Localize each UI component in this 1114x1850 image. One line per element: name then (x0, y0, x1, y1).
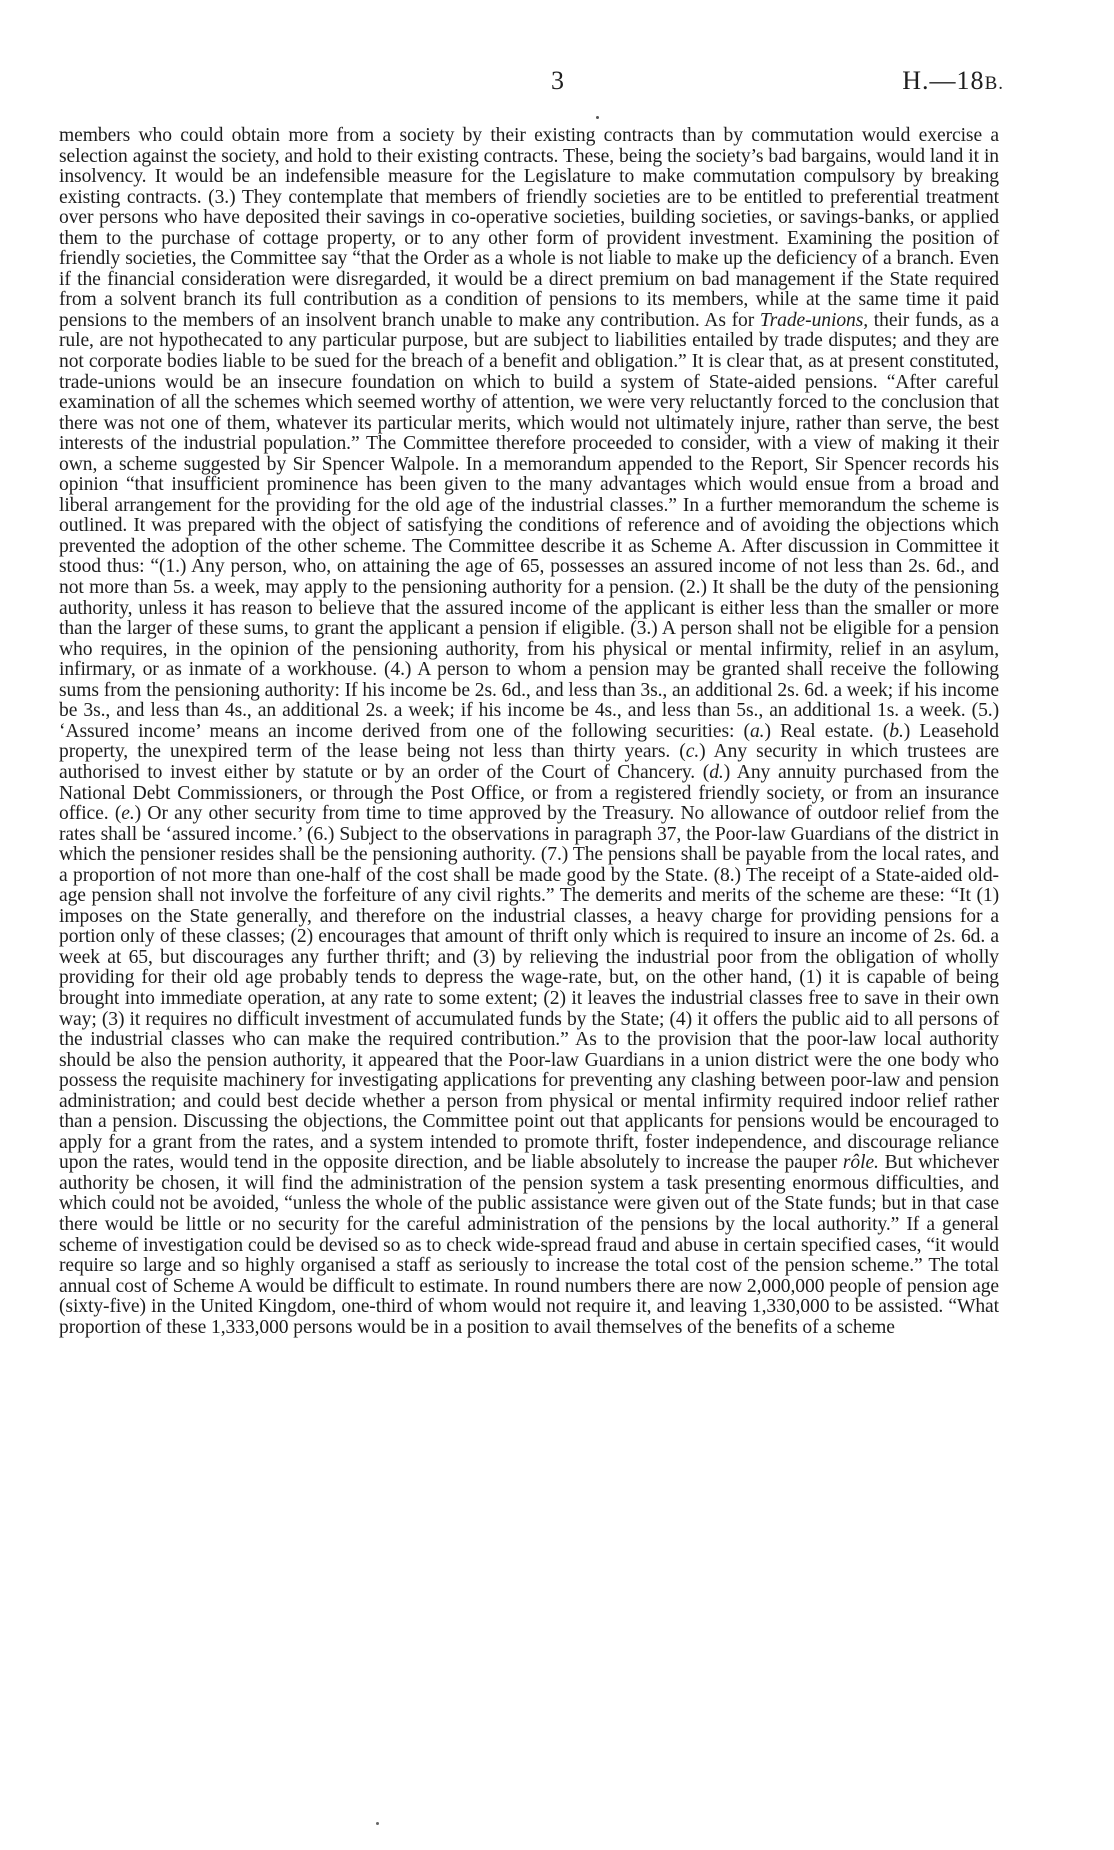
italic-term: c. (685, 741, 700, 763)
text-segment: members who could obtain more from a society by their existing contracts than by commutation would exercise a selection against the society, and hold to their existing contracts. These, being the society’s bad bargains, would land it in insolvency. It would be an indefensible measure for the Legislature to make commutation compulsory by breaking existing contracts. (3.) They contemplate that members of friendly societies are to be entitled to preferential treatment over persons who have deposited their savings in co-operative societies, building societies, or savings-banks, or applied them to the purchase of cottage property, or to any other form of provident investment. Examining the position of friendly societies, the Committee say “that the Order as a whole is not liable to make up the deficiency of a branch. Even if the financial consideration were disregarded, it would be a direct premium on bad management if the State required from a solvent branch its full contribution as a condition of pensions to its members, while at the same time it paid pensions to the members of an insolvent branch unable to make any contribution. As for (59, 125, 999, 331)
body-paragraph (59, 126, 999, 1338)
page-number: 3 (551, 66, 565, 95)
italic-term: b. (889, 720, 904, 742)
document-reference-suffix: B. (984, 73, 1004, 94)
italic-term: e. (121, 803, 135, 825)
italic-term: a. (749, 720, 765, 742)
printer-dot (596, 116, 599, 119)
italic-term: d. (709, 761, 724, 783)
document-reference (902, 66, 1004, 96)
text-segment: ) Leasehold property, the unexpired term of the lease being not less than thirty years. ( (59, 720, 1000, 763)
printer-dot (376, 1822, 379, 1825)
text-segment: ) Real estate. ( (764, 720, 890, 742)
italic-term: Trade-unions, (759, 309, 869, 331)
text-segment: ) Any annuity purchased from the National Debt Commissioners, or through the Post Office, or from a registered friendly society, or from an insurance office. ( (59, 761, 999, 825)
text-segment: ) Any security in which trustees are authorised to invest either by statute or by an order of the Court of Chancery. ( (59, 741, 999, 783)
text-segment: their funds, as a rule, are not hypothecated to any particular purpose, but are subject to liabilities entailed by trade disputes; and they are not corporate bodies liable to be sued for the breach of a benefit and obligation.” It is clear that, as at present constituted, trade-unions would be an insecure foundation on which to build a system of State-aided pensions. “After careful examination of all the schemes which seemed worthy of attention, we were very reluctantly forced to the conclusion that there was not one of them, whatever its particular merits, which would not ultimately injure, rather than serve, the best interests of the industrial population.” The Committee therefore proceeded to consider, with a view of making it their own, a scheme suggested by Sir Spencer Walpole. In a memorandum appended to the Report, Sir Spencer records his opinion “that insufficient prominence has been given to the many advantages which would ensue from a broad and liberal arrangement for the providing for the old age of the industrial classes.” In a further memorandum the scheme is outlined. It was prepared with the object of satisfying the conditions of reference and of avoiding the objections which prevented the adoption of the other scheme. The Committee describe it as Scheme A. After discussion in Committee it stood thus: “(1.) Any person, who, on attaining the age of 65, possesses an assured income of not less than 2s. 6d., and not more than 5s. a week, may apply to the pensioning authority for a pension. (2.) It shall be the duty of the pensioning authority, unless it has reason to believe that the assured income of the applicant is either less than the smaller or more than the larger of these sums, to grant the applicant a pension if eligible. (3.) A person shall not be eligible for a pension who requires, in the opinion of the pensioning authority, from his physical or mental infirmity, relief in an asylum, infirmary, or as inmate of a workhouse. (4.) A person to whom a pension may be granted shall receive the following sums from the pensioning authority: If his income be 2s. 6d., and less than 3s., an additional 2s. 6d. a week; if his income be 3s., and less than 4s., an additional 2s. a week; if his income be 4s., and less than 5s., an additional 1s. a week. (5.) ‘Assured income’ means an income derived from one of the following securities: ( (59, 309, 999, 742)
italic-term: rôle. (842, 1152, 879, 1174)
text-segment: But whichever authority be chosen, it will find the administration of the pension system a task presenting enormous difficulties, and which could not be avoided, “unless the whole of the public assistance were given out of the State funds; but in that case there would be little or no security for the careful administration of the pensions by the local authority.” If a general scheme of investigation could be devised so as to check wide-spread fraud and abuse in certain specified cases, “it would require so large and so highly organised a staff as seriously to increase the total cost of the pension scheme.” The total annual cost of Scheme A would be difficult to estimate. In round numbers there are now 2,000,000 people of pension age (sixty-five) in the United Kingdom, one-third of whom would not require it, and leaving 1,330,000 to be assisted. “What proportion of these 1,333,000 persons would be in a position to avail themselves of the benefits of a scheme (59, 1152, 999, 1338)
document-reference-prefix: H.—18 (902, 66, 985, 95)
text-segment: ) Or any other security from time to time approved by the Treasury. No allowance of outdoor relief from the rates shall be ‘assured income.’ (6.) Subject to the observations in paragraph 37, the Poor-law Guardians of the district in which the pensioner resides shall be the pensioning authority. (7.) The pensions shall be payable from the local rates, and a proportion of not more than one-half of the cost shall be made good by the State. (8.) The receipt of a State-aided old-age pension shall not involve the forfeiture of any civil rights.” The demerits and merits of the scheme are these: “It (1) imposes on the State generally, and therefore on the industrial classes, a heavy charge for providing pensions for a portion only of these classes; (2) encourages that amount of thrift only which is required to insure an income of 2s. 6d. a week at 65, but discourages any further thrift; and (3) by relieving the industrial poor from the obligation of wholly providing for their old age probably tends to depress the wage-rate, but, on the other hand, (1) it is capable of being brought into immediate operation, at any rate to some extent; (2) it leaves the industrial classes free to save in their own way; (3) it requires no difficult investment of accumulated funds by the State; (4) it offers the public aid to all persons of the industrial classes who can make the required contribution.” As to the provision that the poor-law local authority should be also the pension authority, it appeared that the Poor-law Guardians in a union district were the one body who possess the requisite machinery for investigating applications for preventing any clashing between poor-law and pension administration; and could best decide whether a person from physical or mental infirmity required indoor relief rather than a pension. Discussing the objections, the Committee point out that applicants for pensions would be encouraged to apply for a grant from the rates, and a system intended to promote thrift, foster independence, and discourage reliance upon the rates, would tend in the opposite direction, and be liable absolutely to increase the pauper (59, 803, 999, 1174)
